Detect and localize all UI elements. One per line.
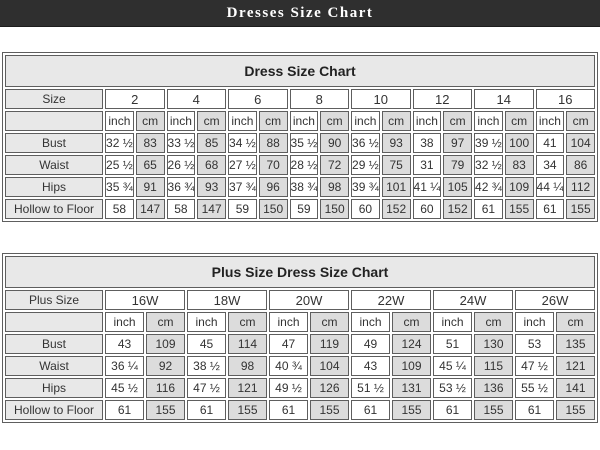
size-header-cell: 12 [413, 89, 473, 109]
measurement-value-inch: 38 ½ [187, 356, 226, 376]
inch-unit-cell: inch [536, 111, 565, 131]
measurement-value-inch: 31 [413, 155, 442, 175]
measurement-value-cm: 83 [136, 133, 165, 153]
size-charts-region [0, 52, 600, 423]
size-header-cell: 10 [351, 89, 411, 109]
measurement-value-inch: 43 [351, 356, 390, 376]
measurement-value-inch: 55 ½ [515, 378, 554, 398]
measurement-value-inch: 35 ½ [290, 133, 319, 153]
cm-unit-cell: cm [505, 111, 534, 131]
size-header-cell: 8 [290, 89, 350, 109]
measurement-value-inch: 45 ¼ [433, 356, 472, 376]
measurement-value-cm: 70 [259, 155, 288, 175]
measurement-value-inch: 49 ½ [269, 378, 308, 398]
cm-unit-cell: cm [197, 111, 226, 131]
measurement-value-cm: 97 [443, 133, 472, 153]
measurement-value-inch: 32 ½ [105, 133, 134, 153]
measurement-value-cm: 109 [505, 177, 534, 197]
inch-unit-cell: inch [474, 111, 503, 131]
measurement-value-cm: 119 [310, 334, 349, 354]
size-header-cell: 16W [105, 290, 185, 310]
measurement-value-inch: 38 [413, 133, 442, 153]
measurement-value-inch: 58 [167, 199, 196, 219]
measurement-value-inch: 61 [269, 400, 308, 420]
measurement-value-cm: 121 [556, 356, 595, 376]
measurement-value-inch: 41 ¼ [413, 177, 442, 197]
measurement-label: Hollow to Floor [5, 199, 103, 219]
measurement-value-cm: 141 [556, 378, 595, 398]
measurement-label: Hips [5, 378, 103, 398]
measurement-value-inch: 41 [536, 133, 565, 153]
inch-unit-cell: inch [515, 312, 554, 332]
measurement-value-cm: 104 [566, 133, 595, 153]
measurement-value-inch: 59 [290, 199, 319, 219]
measurement-label: Bust [5, 334, 103, 354]
measurement-value-inch: 45 ½ [105, 378, 144, 398]
measurement-value-inch: 47 ½ [187, 378, 226, 398]
size-header-cell: 14 [474, 89, 534, 109]
cm-unit-cell: cm [382, 111, 411, 131]
inch-unit-cell: inch [351, 111, 380, 131]
size-label-cell: Size [5, 89, 103, 109]
measurement-label: Hollow to Floor [5, 400, 103, 420]
measurement-value-inch: 49 [351, 334, 390, 354]
measurement-value-inch: 61 [351, 400, 390, 420]
measurement-value-inch: 60 [413, 199, 442, 219]
dress-size-chart-table [2, 52, 598, 222]
measurement-value-cm: 79 [443, 155, 472, 175]
cm-unit-cell: cm [228, 312, 267, 332]
measurement-value-cm: 88 [259, 133, 288, 153]
measurement-value-inch: 42 ¾ [474, 177, 503, 197]
measurement-value-cm: 155 [474, 400, 513, 420]
measurement-value-cm: 130 [474, 334, 513, 354]
measurement-row [5, 177, 595, 197]
measurement-value-cm: 93 [197, 177, 226, 197]
cm-unit-cell: cm [259, 111, 288, 131]
inch-unit-cell: inch [351, 312, 390, 332]
measurement-value-cm: 75 [382, 155, 411, 175]
size-header-cell: 16 [536, 89, 596, 109]
measurement-value-inch: 44 ¼ [536, 177, 565, 197]
measurement-value-inch: 36 ¾ [167, 177, 196, 197]
cm-unit-cell: cm [566, 111, 595, 131]
measurement-value-cm: 147 [197, 199, 226, 219]
measurement-value-inch: 36 ¼ [105, 356, 144, 376]
inch-unit-cell: inch [187, 312, 226, 332]
measurement-value-inch: 47 ½ [515, 356, 554, 376]
table-title-row [5, 256, 595, 288]
measurement-value-cm: 114 [228, 334, 267, 354]
measurement-label: Bust [5, 133, 103, 153]
measurement-value-cm: 121 [228, 378, 267, 398]
measurement-value-cm: 152 [443, 199, 472, 219]
measurement-value-cm: 93 [382, 133, 411, 153]
table-title: Plus Size Dress Size Chart [5, 256, 595, 288]
size-header-cell: 4 [167, 89, 227, 109]
measurement-value-cm: 136 [474, 378, 513, 398]
measurement-value-cm: 100 [505, 133, 534, 153]
measurement-value-cm: 124 [392, 334, 431, 354]
measurement-value-inch: 61 [536, 199, 565, 219]
inch-unit-cell: inch [228, 111, 257, 131]
measurement-value-inch: 61 [105, 400, 144, 420]
measurement-label: Hips [5, 177, 103, 197]
measurement-value-cm: 98 [320, 177, 349, 197]
measurement-value-inch: 36 ½ [351, 133, 380, 153]
measurement-value-cm: 68 [197, 155, 226, 175]
cm-unit-cell: cm [310, 312, 349, 332]
cm-unit-cell: cm [443, 111, 472, 131]
measurement-label: Waist [5, 356, 103, 376]
measurement-value-cm: 115 [474, 356, 513, 376]
measurement-value-inch: 39 ¾ [351, 177, 380, 197]
measurement-value-inch: 39 ½ [474, 133, 503, 153]
measurement-value-cm: 65 [136, 155, 165, 175]
cm-unit-cell: cm [320, 111, 349, 131]
plus-size-chart-table [2, 253, 598, 423]
measurement-value-inch: 61 [187, 400, 226, 420]
inch-unit-cell: inch [105, 312, 144, 332]
measurement-row [5, 334, 595, 354]
size-header-cell: 2 [105, 89, 165, 109]
measurement-value-inch: 59 [228, 199, 257, 219]
measurement-value-cm: 155 [228, 400, 267, 420]
size-header-cell: 18W [187, 290, 267, 310]
size-header-row [5, 290, 595, 310]
cm-unit-cell: cm [392, 312, 431, 332]
measurement-value-inch: 61 [474, 199, 503, 219]
measurement-value-cm: 131 [392, 378, 431, 398]
inch-unit-cell: inch [105, 111, 134, 131]
measurement-row [5, 378, 595, 398]
unit-header-row [5, 111, 595, 131]
measurement-value-inch: 58 [105, 199, 134, 219]
measurement-value-cm: 150 [320, 199, 349, 219]
measurement-value-inch: 53 ½ [433, 378, 472, 398]
measurement-value-cm: 152 [382, 199, 411, 219]
measurement-value-cm: 135 [556, 334, 595, 354]
size-header-cell: 6 [228, 89, 288, 109]
measurement-value-inch: 28 ½ [290, 155, 319, 175]
unit-header-row [5, 312, 595, 332]
cm-unit-cell: cm [146, 312, 185, 332]
measurement-value-cm: 104 [310, 356, 349, 376]
inch-unit-cell: inch [269, 312, 308, 332]
measurement-row [5, 133, 595, 153]
table-title-row [5, 55, 595, 87]
measurement-value-inch: 53 [515, 334, 554, 354]
measurement-value-inch: 27 ½ [228, 155, 257, 175]
inch-unit-cell: inch [167, 111, 196, 131]
measurement-value-inch: 60 [351, 199, 380, 219]
measurement-value-cm: 109 [146, 334, 185, 354]
measurement-value-cm: 155 [392, 400, 431, 420]
measurement-value-cm: 101 [382, 177, 411, 197]
measurement-value-cm: 72 [320, 155, 349, 175]
table-title: Dress Size Chart [5, 55, 595, 87]
measurement-value-cm: 155 [556, 400, 595, 420]
measurement-value-inch: 40 ¾ [269, 356, 308, 376]
measurement-value-cm: 150 [259, 199, 288, 219]
inch-unit-cell: inch [433, 312, 472, 332]
measurement-value-cm: 155 [566, 199, 595, 219]
size-header-cell: 26W [515, 290, 595, 310]
measurement-value-cm: 155 [146, 400, 185, 420]
measurement-value-cm: 147 [136, 199, 165, 219]
measurement-value-inch: 33 ½ [167, 133, 196, 153]
measurement-value-inch: 61 [433, 400, 472, 420]
measurement-value-cm: 155 [310, 400, 349, 420]
measurement-value-inch: 35 ¾ [105, 177, 134, 197]
measurement-row [5, 400, 595, 420]
measurement-value-inch: 34 [536, 155, 565, 175]
measurement-value-cm: 155 [505, 199, 534, 219]
measurement-value-inch: 51 [433, 334, 472, 354]
measurement-value-inch: 38 ¾ [290, 177, 319, 197]
size-header-cell: 24W [433, 290, 513, 310]
page-title: Dresses Size Chart [226, 5, 374, 21]
measurement-value-inch: 34 ½ [228, 133, 257, 153]
measurement-value-cm: 109 [392, 356, 431, 376]
measurement-value-inch: 45 [187, 334, 226, 354]
measurement-value-cm: 83 [505, 155, 534, 175]
measurement-value-inch: 61 [515, 400, 554, 420]
page-header-bar [0, 0, 600, 27]
measurement-value-cm: 90 [320, 133, 349, 153]
measurement-row [5, 356, 595, 376]
measurement-value-cm: 96 [259, 177, 288, 197]
cm-unit-cell: cm [556, 312, 595, 332]
size-label-cell: Plus Size [5, 290, 103, 310]
size-header-cell: 20W [269, 290, 349, 310]
measurement-value-cm: 85 [197, 133, 226, 153]
measurement-value-cm: 92 [146, 356, 185, 376]
unit-row-blank-cell [5, 111, 103, 131]
unit-row-blank-cell [5, 312, 103, 332]
measurement-label: Waist [5, 155, 103, 175]
measurement-row [5, 155, 595, 175]
measurement-value-inch: 32 ½ [474, 155, 503, 175]
cm-unit-cell: cm [474, 312, 513, 332]
measurement-value-inch: 25 ½ [105, 155, 134, 175]
measurement-value-cm: 105 [443, 177, 472, 197]
size-header-cell: 22W [351, 290, 431, 310]
inch-unit-cell: inch [290, 111, 319, 131]
measurement-value-inch: 43 [105, 334, 144, 354]
measurement-value-inch: 37 ¾ [228, 177, 257, 197]
measurement-value-inch: 51 ½ [351, 378, 390, 398]
measurement-value-cm: 126 [310, 378, 349, 398]
measurement-value-inch: 26 ½ [167, 155, 196, 175]
measurement-row [5, 199, 595, 219]
inch-unit-cell: inch [413, 111, 442, 131]
measurement-value-cm: 98 [228, 356, 267, 376]
measurement-value-cm: 112 [566, 177, 595, 197]
measurement-value-cm: 86 [566, 155, 595, 175]
size-header-row [5, 89, 595, 109]
measurement-value-inch: 29 ½ [351, 155, 380, 175]
measurement-value-cm: 116 [146, 378, 185, 398]
cm-unit-cell: cm [136, 111, 165, 131]
measurement-value-inch: 47 [269, 334, 308, 354]
measurement-value-cm: 91 [136, 177, 165, 197]
